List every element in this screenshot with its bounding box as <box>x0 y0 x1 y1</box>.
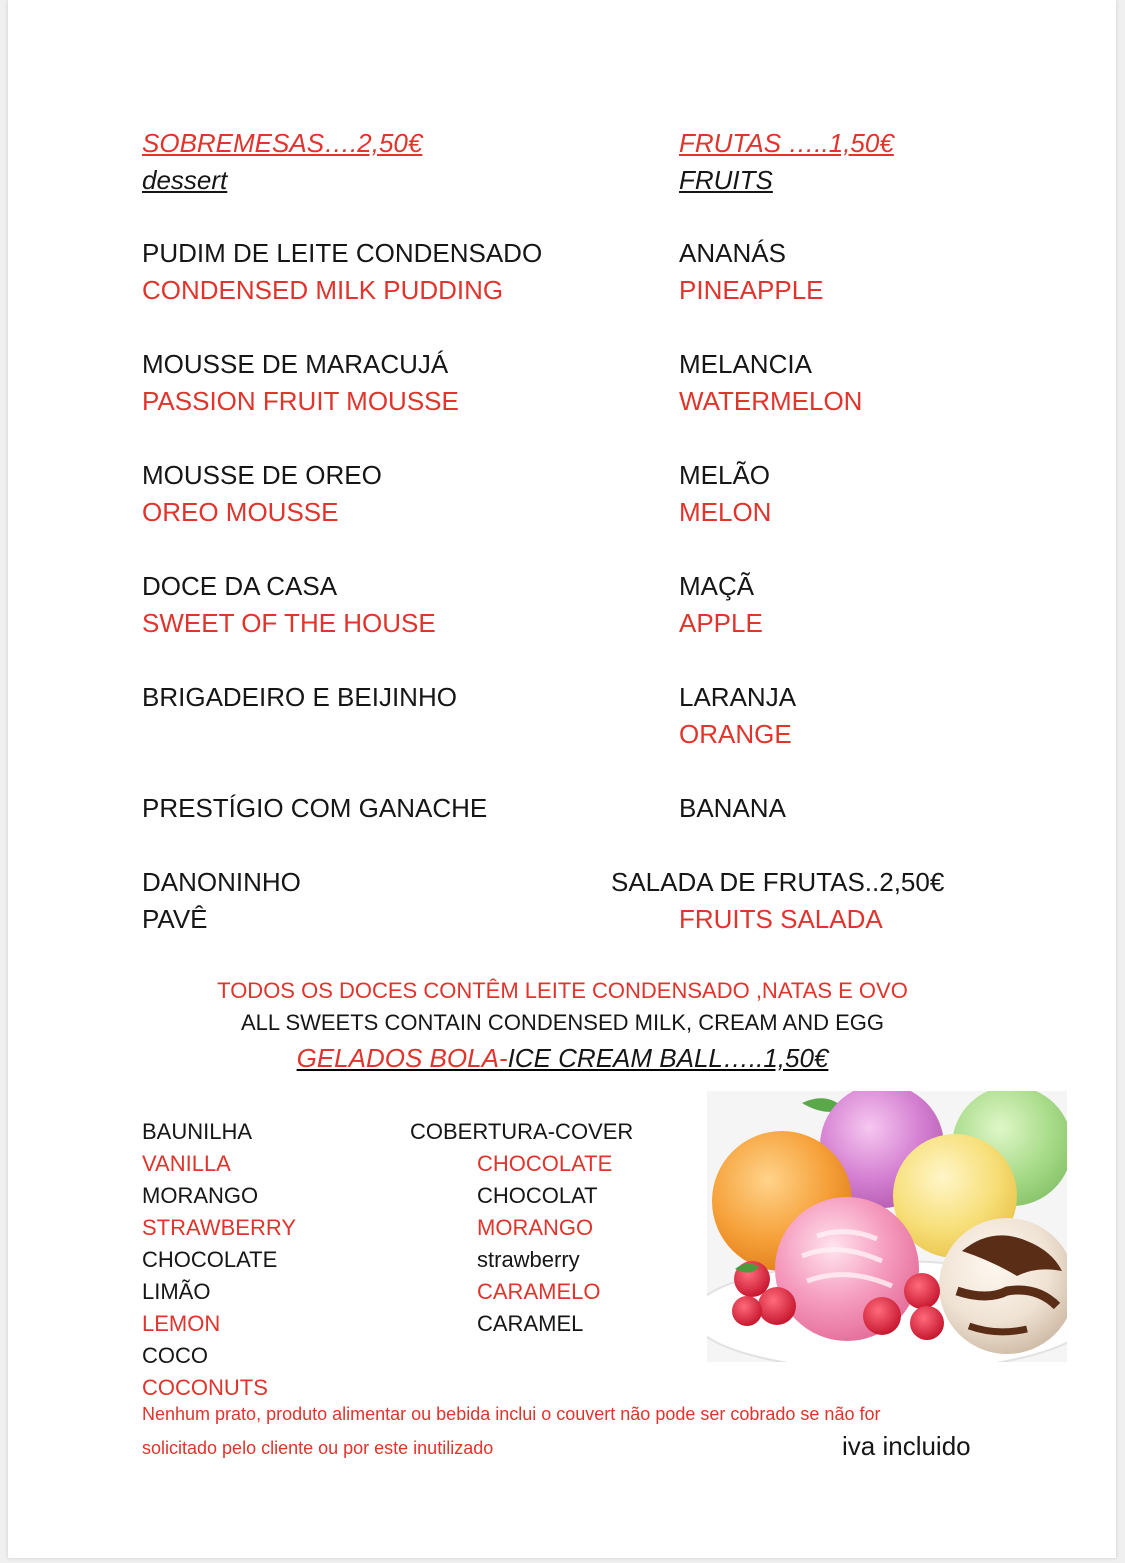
flavor-item: LEMON <box>142 1311 221 1336</box>
dessert-item-pt: PUDIM DE LEITE CONDENSADO <box>142 238 543 268</box>
fruit-item-en: ORANGE <box>679 719 792 749</box>
dessert-item-en: OREO MOUSSE <box>142 497 339 527</box>
dessert-item-pt: MOUSSE DE OREO <box>142 460 382 490</box>
couvert-notice-line2: solicitado pelo cliente ou por este inutilizado <box>142 1438 494 1458</box>
cover-header: COBERTURA-COVER <box>410 1119 634 1144</box>
fruit-item-en: WATERMELON <box>679 386 863 416</box>
dessert-item-pt: MOUSSE DE MARACUJÁ <box>142 349 449 379</box>
cover-item: CARAMEL <box>477 1311 584 1336</box>
cover-item: CHOCOLATE <box>477 1151 613 1176</box>
cover-item: strawberry <box>477 1247 580 1272</box>
ice-cream-illustration <box>707 1091 1067 1362</box>
fruits-subtitle: FRUITS <box>679 165 773 195</box>
dessert-item-pt: BRIGADEIRO E BEIJINHO <box>142 682 457 712</box>
flavor-item: VANILLA <box>142 1151 231 1176</box>
flavor-item: LIMÃO <box>142 1279 211 1304</box>
dessert-item-en: CONDENSED MILK PUDDING <box>142 275 504 305</box>
dessert-item-pt: DOCE DA CASA <box>142 571 338 601</box>
fruit-item-pt: LARANJA <box>679 682 797 712</box>
ice-cream-photo <box>707 1091 1067 1362</box>
icecream-title <box>0 1045 1125 1071</box>
fruit-item-pt: MELANCIA <box>679 349 812 379</box>
fruit-item-pt: MELÃO <box>679 460 771 490</box>
fruit-item-pt: BANANA <box>679 793 786 823</box>
cover-item: CARAMELO <box>477 1279 601 1304</box>
icecream-title-pt: GELADOS BOLA- <box>296 1043 508 1073</box>
cover-item: CHOCOLAT <box>477 1183 598 1208</box>
dessert-item-en: SWEET OF THE HOUSE <box>142 608 436 638</box>
fruit-item-en: APPLE <box>679 608 763 638</box>
flavor-item: STRAWBERRY <box>142 1215 297 1240</box>
fruits-title: FRUTAS …..1,50€ <box>679 128 894 158</box>
dessert-item-pt: PAVÊ <box>142 904 208 934</box>
desserts-title: SOBREMESAS….2,50€ <box>142 128 423 158</box>
allergen-notice-pt: TODOS OS DOCES CONTÊM LEITE CONDENSADO ,NATAS E OVO <box>217 978 908 1003</box>
fruit-item-pt: MAÇÃ <box>679 571 755 601</box>
cover-item: MORANGO <box>477 1215 594 1240</box>
fruit-item-pt: ANANÁS <box>679 238 786 268</box>
flavor-item: BAUNILHA <box>142 1119 253 1144</box>
allergen-notice-en: ALL SWEETS CONTAIN CONDENSED MILK, CREAM AND EGG <box>241 1010 884 1035</box>
fruit-salad-en: FRUITS SALADA <box>679 904 883 934</box>
desserts-subtitle: dessert <box>142 165 228 195</box>
couvert-notice-line1: Nenhum prato, produto alimentar ou bebida inclui o couvert não pode ser cobrado se não for <box>142 1404 881 1424</box>
fruit-salad-title: SALADA DE FRUTAS..2,50€ <box>611 867 945 897</box>
vat-included-label: iva incluido <box>842 1431 971 1461</box>
fruit-item-en: MELON <box>679 497 772 527</box>
dessert-item-pt: DANONINHO <box>142 867 301 897</box>
icecream-title-en: ICE CREAM BALL…..1,50€ <box>507 1043 829 1073</box>
dessert-item-en: PASSION FRUIT MOUSSE <box>142 386 459 416</box>
flavor-item: COCONUTS <box>142 1375 268 1400</box>
dessert-item-pt: PRESTÍGIO COM GANACHE <box>142 793 488 823</box>
flavor-item: CHOCOLATE <box>142 1247 278 1272</box>
flavor-item: MORANGO <box>142 1183 259 1208</box>
fruit-item-en: PINEAPPLE <box>679 275 824 305</box>
flavor-item: COCO <box>142 1343 208 1368</box>
